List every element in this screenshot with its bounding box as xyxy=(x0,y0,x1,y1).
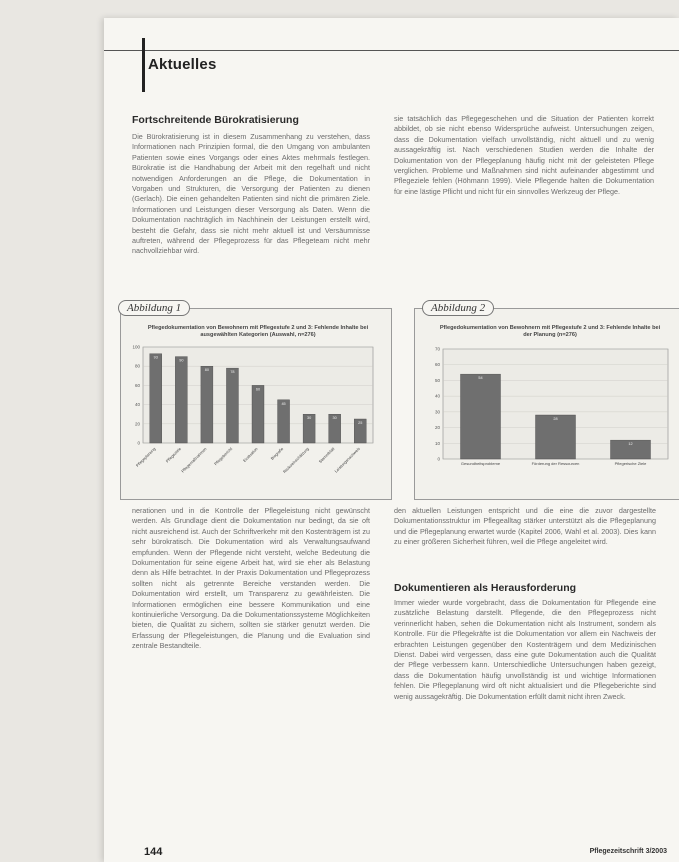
chart1-tick-label: 100 xyxy=(132,344,140,350)
heading-buerokratisierung: Fortschreitende Bürokratisierung xyxy=(132,114,299,126)
chart2-tick-label: 0 xyxy=(437,456,440,462)
chart2-bar xyxy=(461,374,501,459)
chart1-data-label: 93 xyxy=(153,355,158,360)
section-marker xyxy=(142,38,145,92)
body-text-col2-mid: den aktuellen Leistungen entspricht und die eine die zuvor dargestellte Dokumentationsstruktur im Pflegealltag stärker unterstützt als die Pflegeplanung und die Pflegeplanung erwartet wurde (Kapitel 2006, Wahl et al. 2003). Dies kann zu einer größeren Sicherheit führen, weil die Pflege angeleitet wird. xyxy=(394,506,656,547)
chart2-tick-label: 50 xyxy=(434,377,440,383)
chart1-data-label: 90 xyxy=(179,358,184,363)
chart1-tick-label: 80 xyxy=(134,363,140,369)
chart2-tick-label: 20 xyxy=(434,425,440,431)
chart2-tick-label: 70 xyxy=(434,346,440,352)
chart1-data-label: 78 xyxy=(230,370,235,375)
chart2-data-label: 28 xyxy=(553,417,558,421)
page-number: 144 xyxy=(144,846,163,858)
chart1-svg xyxy=(121,309,389,497)
chart1-bar xyxy=(278,400,290,443)
chart1-tick-label: 0 xyxy=(137,440,140,446)
chart1-tick-label: 60 xyxy=(134,382,140,388)
body-text-col1-top: Die Bürokratisierung ist in diesem Zusammenhang zu verstehen, dass Informationen nach Prinzipien formal, die den Umgang von ambulanten Patienten sowie eines Vorgangs oder eines Aktes mehrmals festlegen. Bürokratie ist die Handhabung der Arbeit mit den regelhaft und nicht notwendigen Anforderungen an die Pflege, die Dokumentation in Vorgaben und Strukturen, die Versorgung der Patienten zu dienen (Gerlach). Die einen gehandelten Patienten sind nicht die primären Ziele. Informationen und Leistungen dieser Versorgung als Daten. Wenn die Dokumentation nachträglich im Nachhinein der Leistungen erstellt wird, besteht die Gefahr, dass sie nicht mehr aktuell ist und Versäumnisse auftreten, während der Pflegeprozess für das Pflegeteam nicht mehr nachvollziehbar wird. xyxy=(132,132,370,256)
chart1-category-label: Leistungsnachweis xyxy=(333,446,361,474)
chart1-category-label: Stammblatt xyxy=(317,446,336,465)
figure-1 xyxy=(120,308,392,500)
chart2-tick-label: 60 xyxy=(434,362,440,368)
chart1-category-label: Pflegeplanung xyxy=(134,446,157,468)
chart1-bar xyxy=(150,354,162,443)
chart1-data-label: 80 xyxy=(204,368,210,373)
heading-dokumentieren: Dokumentieren als Herausforderung xyxy=(394,582,577,594)
chart1-data-label: 25 xyxy=(358,421,363,425)
chart2-category-label: Gesundheitsprobleme xyxy=(460,461,501,466)
chart2-category-label: Pflegerische Ziele xyxy=(614,461,647,466)
chart1-tick-label: 20 xyxy=(134,421,140,427)
chart1-bar xyxy=(201,366,213,443)
chart1-bar xyxy=(175,357,187,443)
chart2-title: Pflegedokumentation von Bewohnern mit Pflegestufe 2 und 3: Fehlende Inhalte bei der Planung (n=276) xyxy=(439,325,661,338)
body-text-col1-bottom: nerationen und in die Kontrolle der Pflegeleistung nicht gewünscht werden. Als Grundlage dient die Dokumentation nur bedingt, da sie oft nicht ausreichend ist. Auch der Schriftverkehr mit den Kostenträgern ist zu sehr bürokratisch. Die Dokumentation wird als Verwaltungsaufwand empfunden. Wenn der Pflegende nicht versteht, welche Bedeutung die Dokumentation für seine eigene Arbeit hat, wird sie eher als Belastung denn als Hilfe betrachtet. In der Praxis Dokumentation und Pflegeprozess sollten nicht als getrennte Bereiche verstanden werden. Die Dokumentation wird erstellt, um Transparenz zu gewährleisten. Die Informationen ermöglichen eine bessere Kommunikation und eine kontinuierliche Versorgung. Da die Dokumentationssysteme Möglichkeiten bieten, die Qualität zu sichern, sollten sie stärker genutzt werden. Die Erfassung der Pflegeleistungen, die Planung und die Evaluation sind zentrale Bestandteile. xyxy=(132,506,370,651)
chart2-bar xyxy=(536,415,576,459)
body-text-col2-top: sie tatsächlich das Pflegegeschehen und die Situation der Patienten korrekt abbildet, ob sie nicht ebenso Widersprüche aufweist. Untersuchungen zeigen, dass die Dokumentation vielfach unvollständig, nicht aktuell und zu wenig aussagekräftig ist. Nach verschiedenen Studien werden die Inhalte der Dokumentation von der Pflegeplanung häufig nicht mit der geleisteten Pflege verglichen. Probleme und Maßnahmen sind nicht aufeinander abgestimmt und Pflegeziele fehlen (Höhmann 1999). Viele Pflegende halten die Dokumentation für eine lästige Pflicht und nicht für ein sinnvolles Werkzeug der Pflege. xyxy=(394,114,654,196)
body-text-col2-bottom: Immer wieder wurde vorgebracht, dass die Dokumentation für Pflegende eine zusätzliche Belastung darstellt. Pflegende, die den Pflegeprozess nicht verinnerlicht haben, sehen die Dokumentation nicht als Instrument, sondern als Kontrolle. Für die Pflegekräfte ist die Dokumentation vor allem ein Nachweis der erbrachten Leistungen gegenüber den Kostenträgern und dem Medizinischen Dienst. Dabei wird vergessen, dass eine gute Dokumentation auch die Qualität der Pflege verbessern kann. Unterschiedliche Untersuchungen haben gezeigt, dass die Dokumentation häufig unvollständig ist und wichtige Informationen fehlen. Die Pflegeplanung wird oft nicht aktualisiert und die Pflegeberichte sind wenig aussagekräftig. Die Dokumentation erfüllt damit nicht ihren Zweck. xyxy=(394,598,656,701)
chart1-title: Pflegedokumentation von Bewohnern mit Pflegestufe 2 und 3: Fehlende Inhalte bei ausgewählten Kategorien (Auswahl, n=276) xyxy=(147,325,369,338)
chart2-tick-label: 40 xyxy=(434,393,440,399)
chart1-tick-label: 40 xyxy=(134,402,140,408)
chart1-category-label: Pflegeziele xyxy=(164,446,183,464)
header-rule xyxy=(104,50,679,51)
figure-2 xyxy=(414,308,679,500)
figure-1-label: Abbildung 1 xyxy=(118,300,190,316)
chart2-data-label: 12 xyxy=(628,442,633,447)
chart1-data-label: 30 xyxy=(332,416,337,421)
chart1-category-label: Pflegebericht xyxy=(213,446,234,467)
chart1-category-label: Evaluation xyxy=(241,446,259,463)
chart1-bar xyxy=(226,368,238,443)
chart2-svg xyxy=(415,309,678,497)
section-title: Aktuelles xyxy=(148,56,217,73)
chart2-data-label: 54 xyxy=(478,376,483,381)
chart1-data-label: 60 xyxy=(255,387,261,392)
chart2-category-label: Förderung der Ressourcen xyxy=(531,461,580,466)
chart1-category-label: Risikoeinschätzung xyxy=(281,446,310,475)
chart1-data-label: 30 xyxy=(306,416,312,421)
figure-2-label: Abbildung 2 xyxy=(422,300,494,316)
chart1-bar xyxy=(252,385,264,443)
chart1-category-label: Pflegemaßnahmen xyxy=(180,446,208,474)
chart2-tick-label: 30 xyxy=(434,409,440,415)
chart1-data-label: 45 xyxy=(281,401,286,406)
chart1-category-label: Biografie xyxy=(269,446,285,461)
chart2-tick-label: 10 xyxy=(434,440,440,446)
magazine-footer: Pflegezeitschrift 3/2003 xyxy=(589,848,667,855)
document-page xyxy=(104,18,679,862)
